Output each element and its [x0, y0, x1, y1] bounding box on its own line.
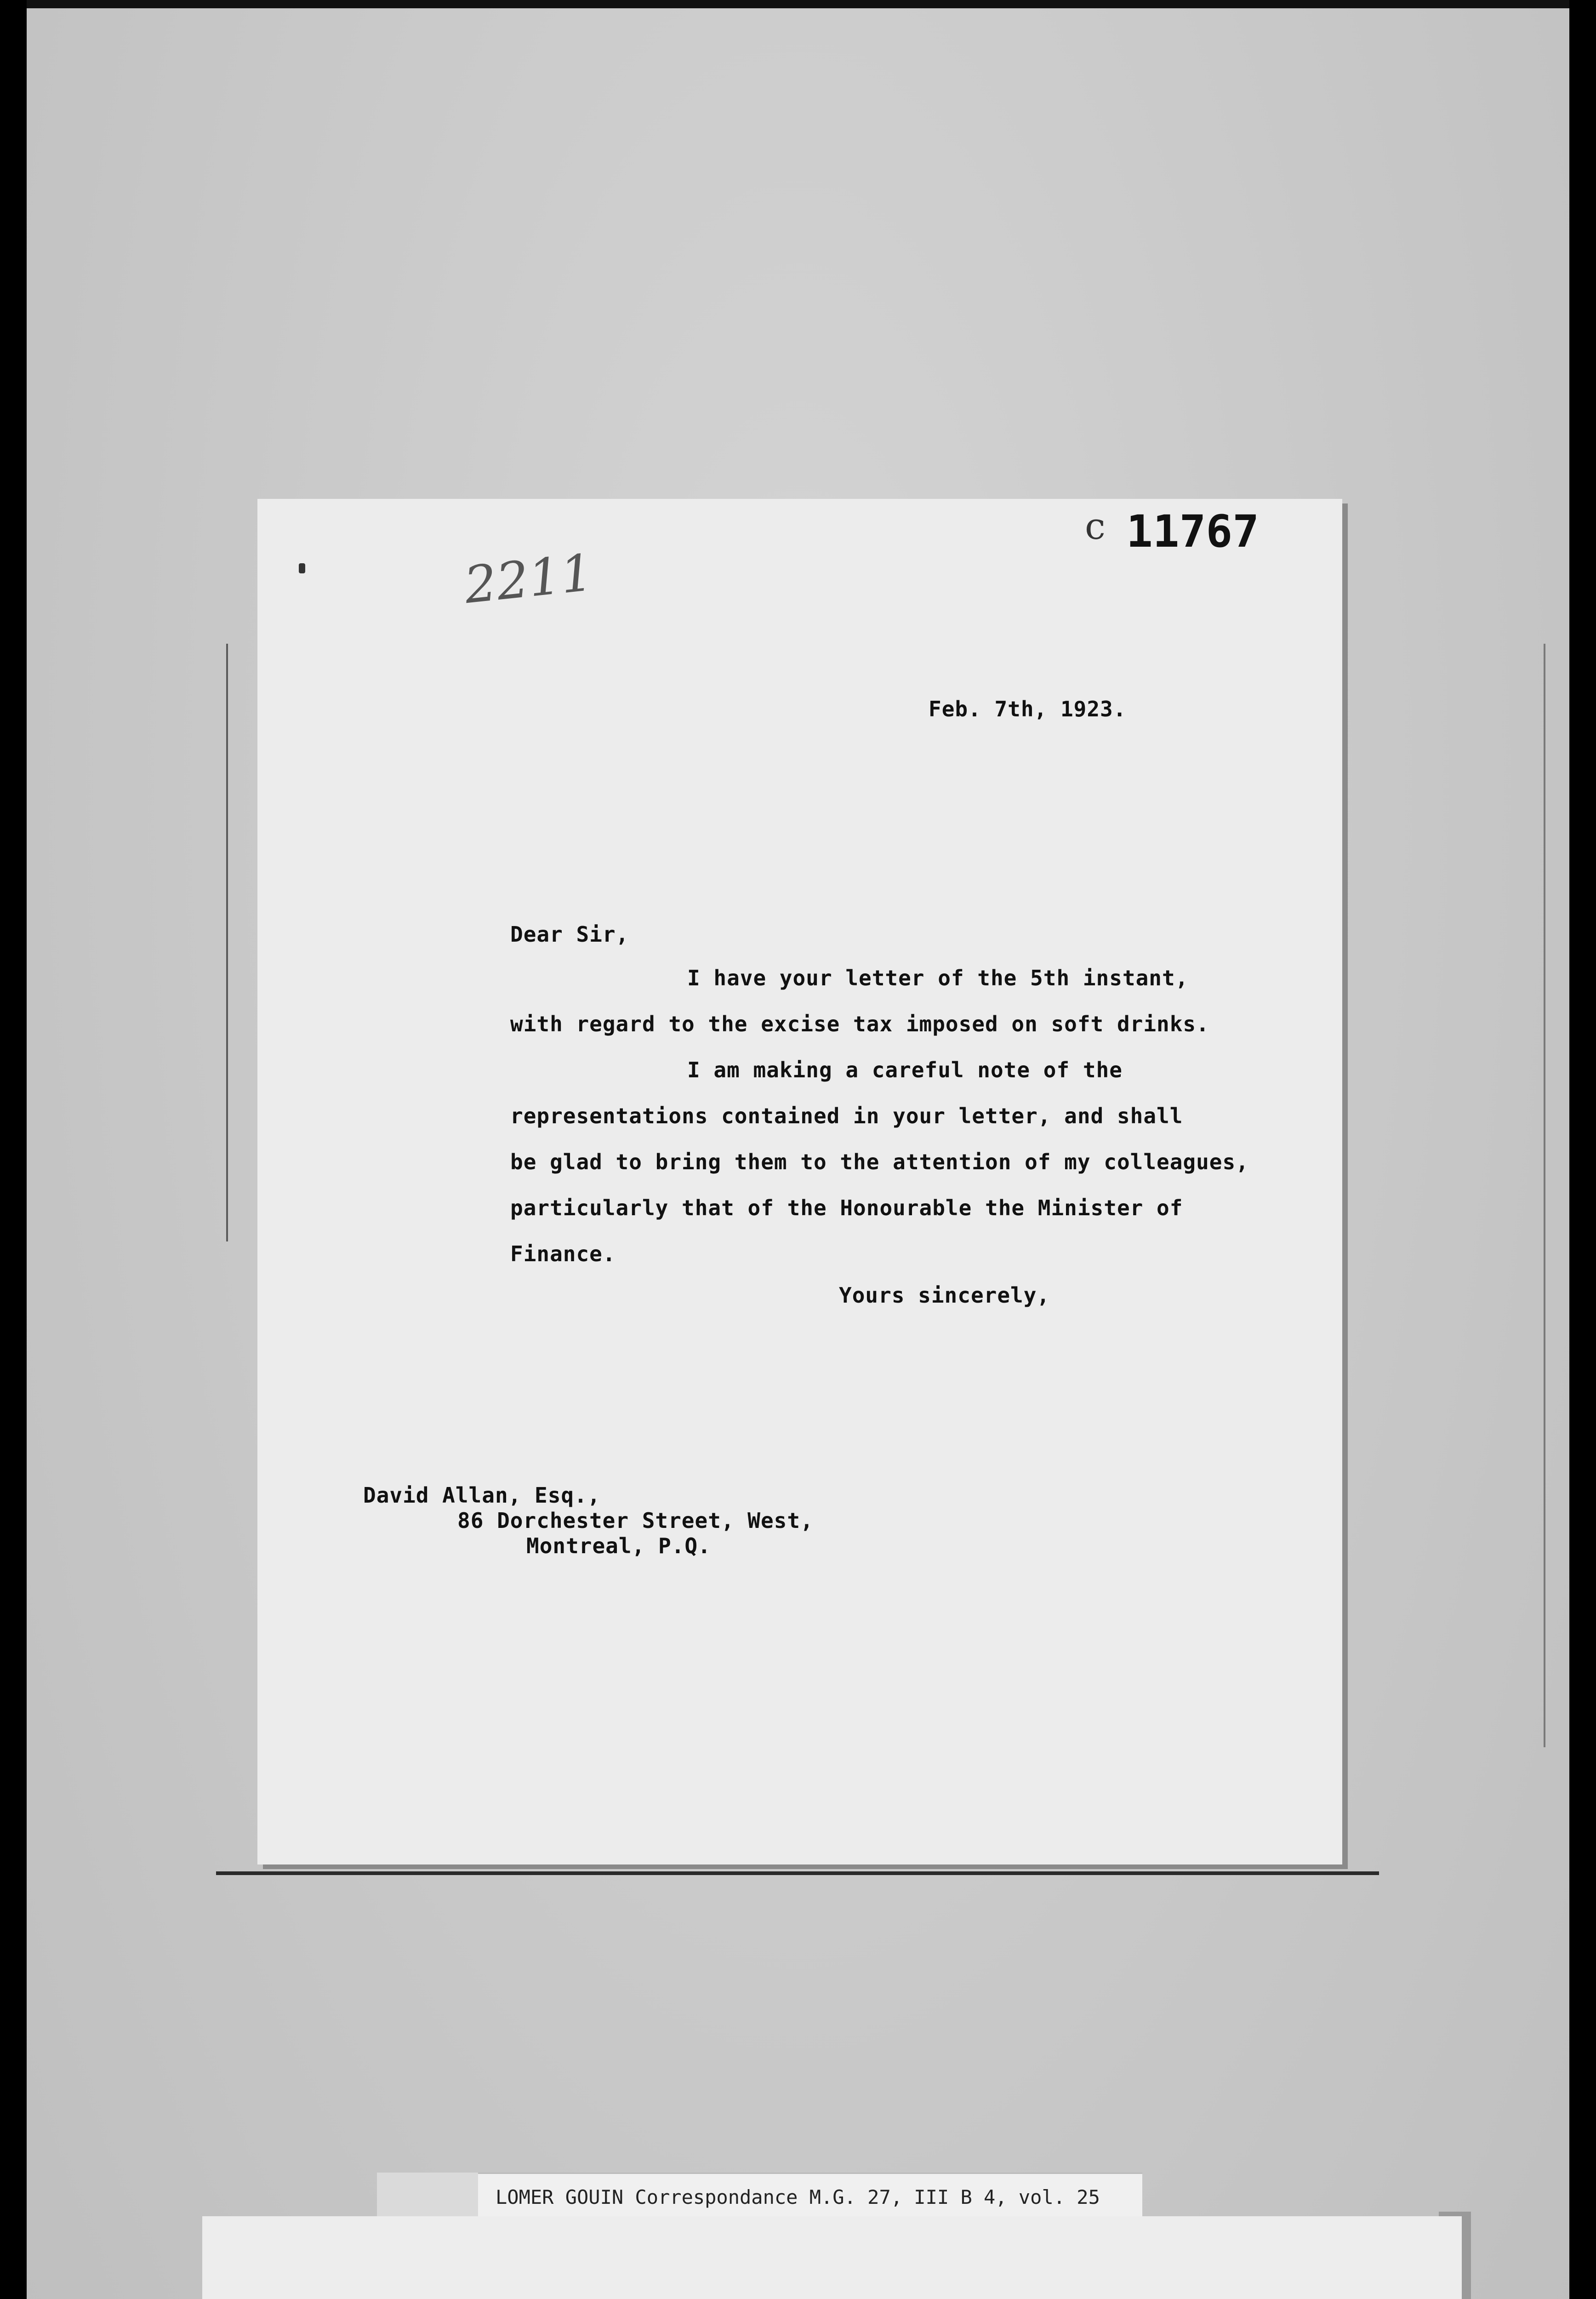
- catalog-label: [478, 2173, 1142, 2218]
- pencil-number: 2211: [462, 543, 596, 615]
- catalog-label-text: LOMER GOUIN Correspondance M.G. 27, III B 4, vol. 25: [496, 2186, 1100, 2208]
- address-line: David Allan, Esq.,: [363, 1483, 601, 1508]
- body-line: be glad to bring them to the attention of my colleagues,: [510, 1150, 1249, 1174]
- body-line: I am making a careful note of the: [687, 1058, 1123, 1082]
- address-line: 86 Dorchester Street, West,: [457, 1508, 814, 1533]
- body-line: particularly that of the Honourable the Minister of: [510, 1195, 1183, 1220]
- closing: Yours sincerely,: [839, 1283, 1050, 1308]
- body-line: representations contained in your letter, and shall: [510, 1104, 1183, 1128]
- punch-mark: [299, 563, 305, 573]
- tick-mark: c: [1085, 505, 1106, 548]
- film-edge-top: [0, 0, 1596, 8]
- mount-line: [216, 1871, 1379, 1875]
- salutation: Dear Sir,: [510, 922, 629, 947]
- letter-sheet: [257, 499, 1342, 1864]
- body-line: Finance.: [510, 1241, 616, 1266]
- film-edge-left: [0, 0, 27, 2299]
- scan-line-right: [1544, 644, 1545, 1747]
- address-line: Montreal, P.Q.: [526, 1533, 711, 1558]
- body-line: with regard to the excise tax imposed on soft drinks.: [510, 1012, 1209, 1036]
- letter-date: Feb. 7th, 1923.: [929, 697, 1127, 721]
- film-edge-right: [1569, 0, 1596, 2299]
- scan-line-left: [226, 644, 228, 1241]
- body-line: I have your letter of the 5th instant,: [687, 966, 1189, 990]
- label-strip-shade: [377, 2173, 478, 2216]
- document-number: 11767: [1126, 506, 1259, 557]
- archive-card: [202, 2216, 1462, 2299]
